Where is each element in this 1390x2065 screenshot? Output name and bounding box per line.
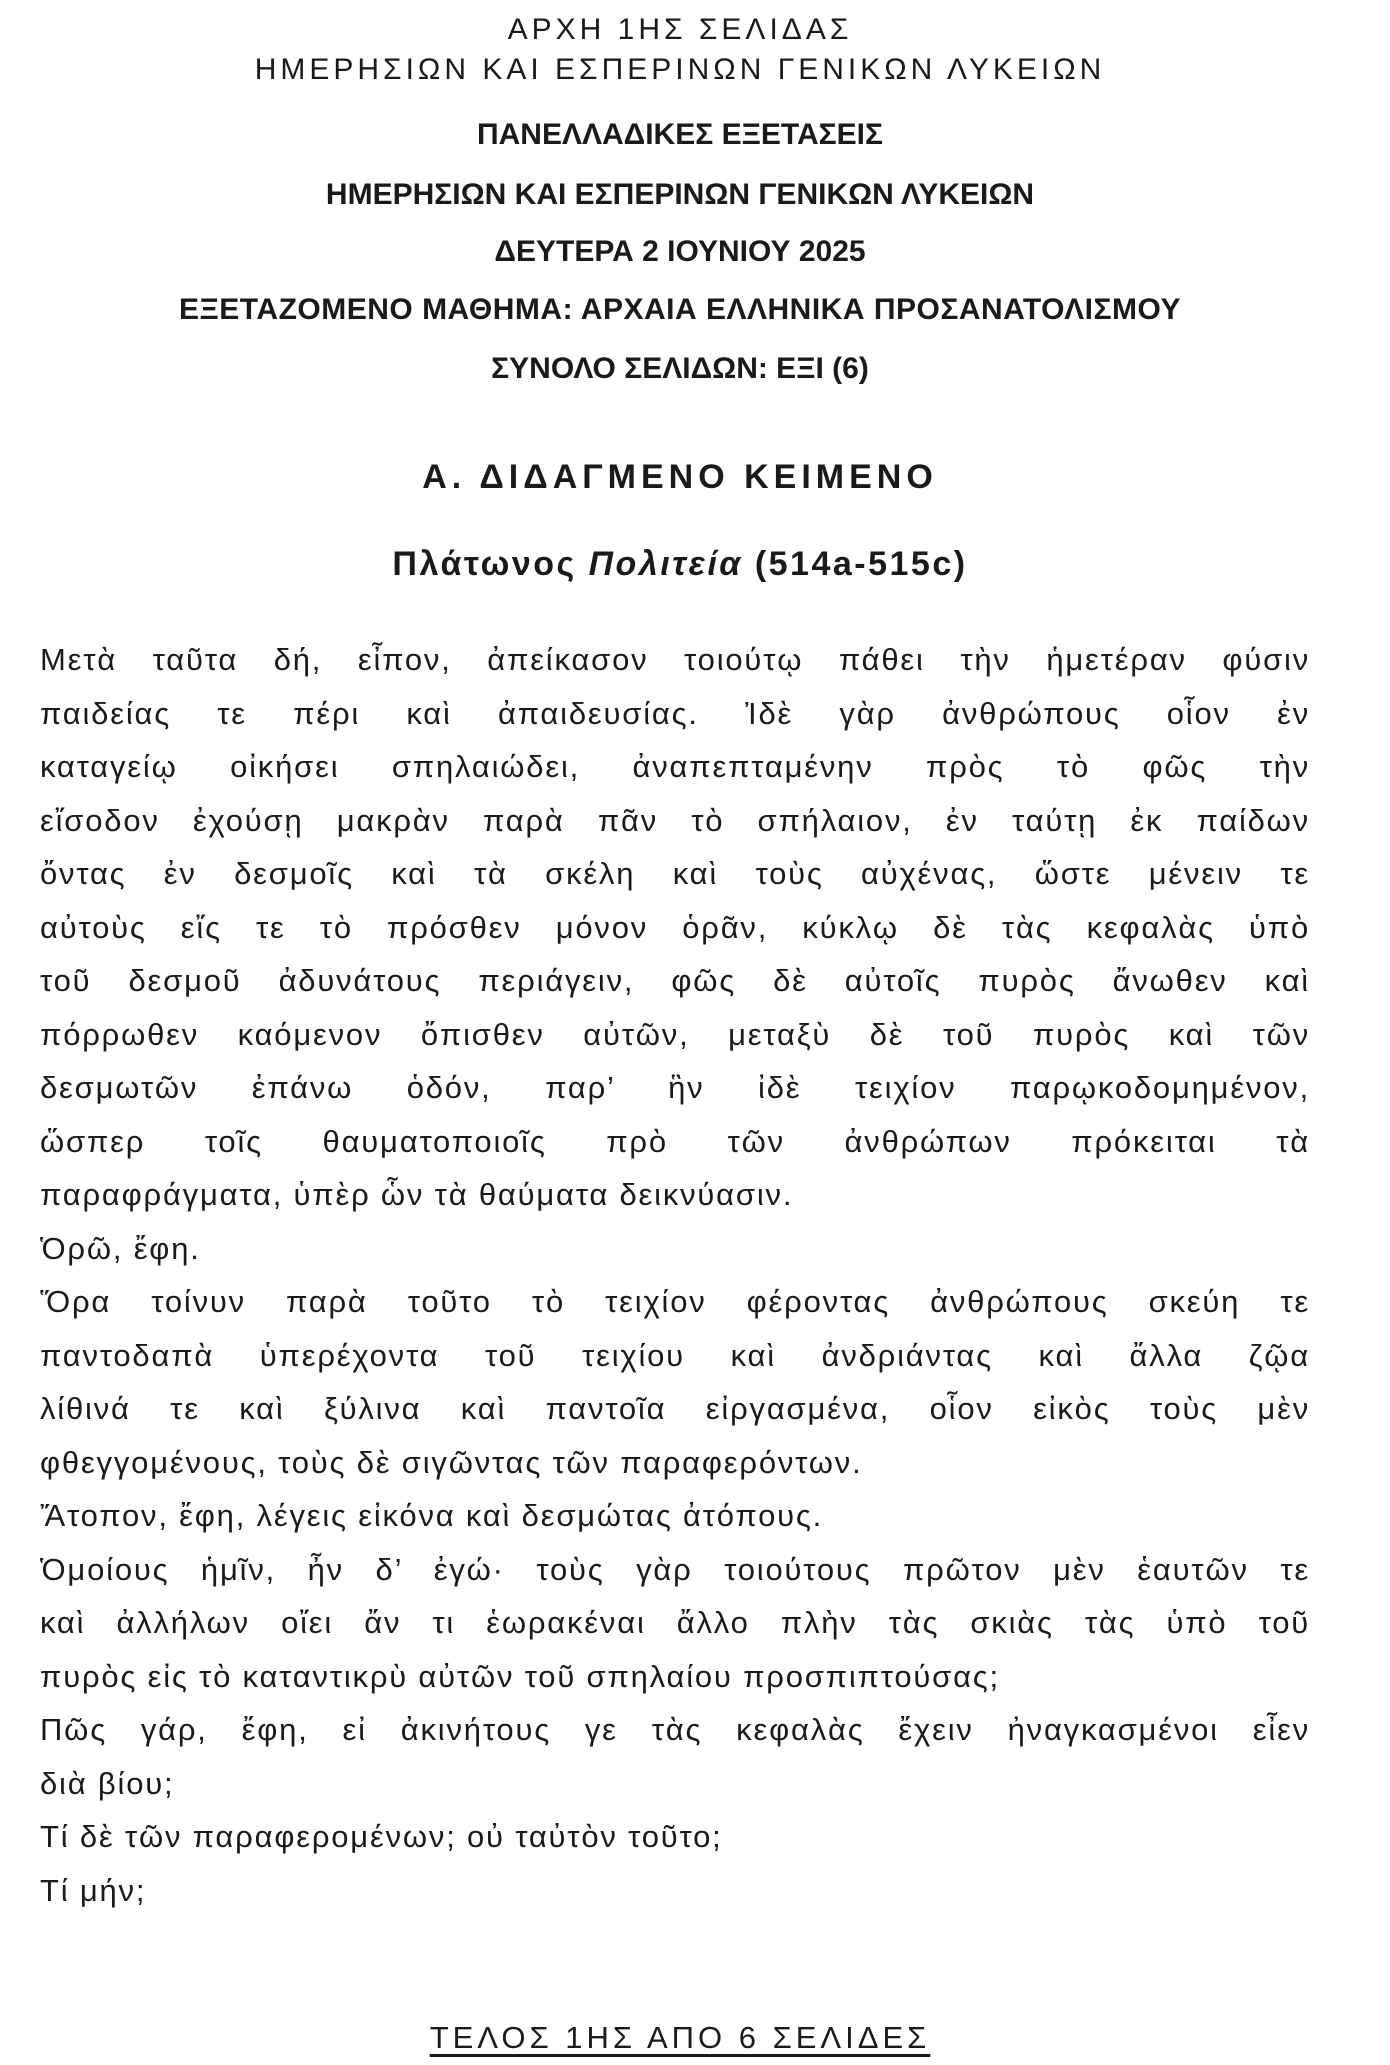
passage-line: παραφράγματα, ὑπὲρ ὧν τὰ θαύματα δεικνύασιν. [40, 1177, 794, 1212]
passage-line: πόρρωθεν καόμενον ὄπισθεν αὐτῶν, μεταξὺ δὲ τοῦ πυρὸς καὶ τῶν [40, 1016, 1310, 1052]
passage-line: Ἄτοπον, ἔφη, λέγεις εἰκόνα καὶ δεσμώτας ἀτόπους. [40, 1498, 824, 1533]
passage-line: Τί μήν; [40, 1872, 147, 1908]
passage-line: καὶ ἀλλήλων οἴει ἄν τι ἑωρακέναι ἄλλο πλὴν τὰς σκιὰς τὰς ὑπὸ τοῦ [40, 1605, 1310, 1640]
passage-line: Ὅρα τοίνυν παρὰ τοῦτο τὸ τειχίον φέροντας ἀνθρώπους σκεύη τε [40, 1284, 1310, 1319]
passage-line: παντοδαπὰ ὑπερέχοντα τοῦ τειχίου καὶ ἀνδριάντας καὶ ἄλλα ζῷα [40, 1337, 1310, 1373]
passage-line: καταγείῳ οἰκήσει σπηλαιώδει, ἀναπεπταμένην πρὸς τὸ φῶς τὴν [40, 749, 1310, 784]
passage-line: ὥσπερ τοῖς θαυματοποιοῖς πρὸ τῶν ἀνθρώπων πρόκειται τὰ [40, 1123, 1310, 1159]
passage-line: Ὁρῶ, ἔφη. [40, 1230, 201, 1266]
exam-date: ΔΕΥΤΕΡΑ 2 ΙΟΥΝΙΟΥ 2025 [494, 235, 866, 268]
school-line: ΗΜΕΡΗΣΙΩΝ ΚΑΙ ΕΣΠΕΡΙΝΩΝ ΓΕΝΙΚΩΝ ΛΥΚΕΙΩΝ [254, 53, 1106, 86]
passage-line: πυρὸς εἰς τὸ καταντικρὺ αὐτῶν τοῦ σπηλαίου προσπιπτούσας; [40, 1658, 1000, 1694]
passage-line: Μετὰ ταῦτα δή, εἶπον, ἀπείκασον τοιούτῳ πάθει τὴν ἡμετέραν φύσιν [40, 642, 1310, 677]
passage-text [40, 633, 1310, 1917]
passage-line: λίθινά τε καὶ ξύλινα καὶ παντοῖα εἰργασμένα, οἷον εἰκὸς τοὺς μὲν [40, 1391, 1310, 1426]
passage-line: φθεγγομένους, τοὺς δὲ σιγῶντας τῶν παραφερόντων. [40, 1444, 863, 1480]
page-footer [0, 2020, 1360, 2056]
passage-line: δεσμωτῶν ἐπάνω ὁδόν, παρ’ ἣν ἰδὲ τειχίον παρῳκοδομημένον, [40, 1070, 1310, 1105]
passage-line: εἴσοδον ἐχούσῃ μακρὰν παρὰ πᾶν τὸ σπήλαιον, ἐν ταύτῃ ἐκ παίδων [40, 802, 1310, 838]
passage-line: ὄντας ἐν δεσμοῖς καὶ τὰ σκέλη καὶ τοὺς αὐχένας, ὥστε μένειν τε [40, 856, 1310, 891]
exam-schools: ΗΜΕΡΗΣΙΩΝ ΚΑΙ ΕΣΠΕΡΙΝΩΝ ΓΕΝΙΚΩΝ ΛΥΚΕΙΩΝ [325, 178, 1035, 211]
source-work: Πολιτεία [588, 545, 743, 583]
passage-line: Πῶς γάρ, ἔφη, εἰ ἀκινήτους γε τὰς κεφαλὰς ἔχειν ἠναγκασμένοι εἶεν [40, 1712, 1310, 1747]
passage-line: παιδείας τε πέρι καὶ ἀπαιδευσίας. Ἰδὲ γὰρ ἀνθρώπους οἷον ἐν [40, 695, 1310, 731]
exam-title: ΠΑΝΕΛΛΑΔΙΚΕΣ ΕΞΕΤΑΣΕΙΣ [476, 118, 884, 151]
passage-line: τοῦ δεσμοῦ ἀδυνάτους περιάγειν, φῶς δὲ αὐτοῖς πυρὸς ἄνωθεν καὶ [40, 963, 1310, 998]
source-title [0, 545, 1360, 584]
source-author: Πλάτωνος [392, 545, 577, 583]
page-label: ΑΡΧΗ 1ΗΣ ΣΕΛΙΔΑΣ [507, 13, 853, 46]
page-header [0, 10, 1360, 90]
section-title: Α. ΔΙΔΑΓΜΕΝΟ ΚΕΙΜΕΝΟ [422, 458, 938, 496]
passage-line: διὰ βίου; [40, 1765, 175, 1801]
passage-line: Τί δὲ τῶν παραφερομένων; οὐ ταὐτὸν τοῦτο; [40, 1819, 723, 1854]
passage-line: αὐτοὺς εἴς τε τὸ πρόσθεν μόνον ὁρᾶν, κύκλῳ δὲ τὰς κεφαλὰς ὑπὸ [40, 909, 1310, 945]
exam-subject: ΕΞΕΤΑΖΟΜΕΝΟ ΜΑΘΗΜΑ: ΑΡΧΑΙΑ ΕΛΛΗΝΙΚΑ ΠΡΟΣΑΝΑΤΟΛΙΣΜΟΥ [178, 293, 1182, 326]
passage-line: Ὁμοίους ἡμῖν, ἦν δ’ ἐγώ· τοὺς γὰρ τοιούτους πρῶτον μὲν ἑαυτῶν τε [40, 1551, 1310, 1587]
source-reference: (514a-515c) [754, 545, 968, 583]
exam-total-pages: ΣΥΝΟΛΟ ΣΕΛΙΔΩΝ: ΕΞΙ (6) [491, 352, 869, 385]
page-end-label: ΤΕΛΟΣ 1ΗΣ ΑΠΟ 6 ΣΕΛΙΔΕΣ [429, 2020, 931, 2055]
